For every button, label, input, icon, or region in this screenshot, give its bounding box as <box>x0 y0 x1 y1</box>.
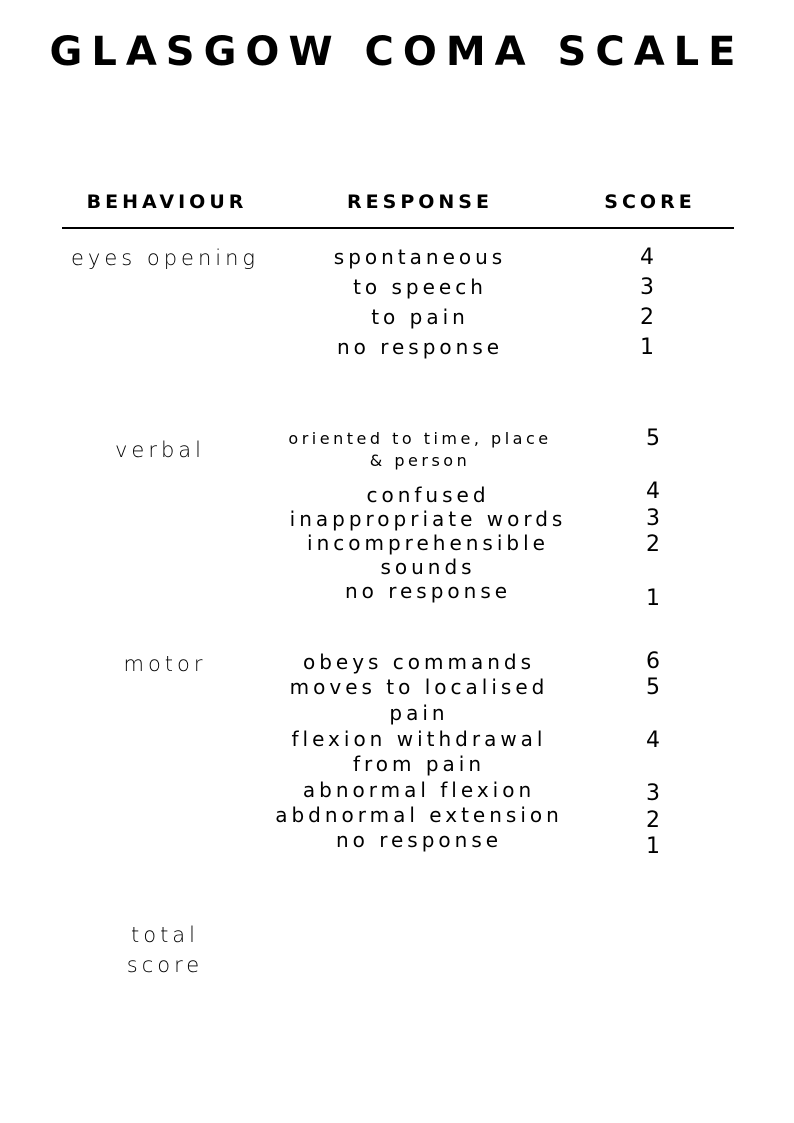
response-text: to speech <box>353 275 487 299</box>
response-text: oriented to time, place <box>288 429 552 448</box>
score-value: 5 <box>646 426 660 451</box>
behaviour-motor: motor <box>123 652 207 676</box>
score-value: 4 <box>646 479 660 504</box>
response-text: spontaneous <box>333 245 507 269</box>
score-value: 1 <box>646 834 660 859</box>
header-behaviour: BEHAVIOUR <box>86 191 248 213</box>
score-value: 2 <box>646 808 660 833</box>
score-value: 2 <box>640 305 654 330</box>
header-score: SCORE <box>604 191 696 213</box>
response-text: & person <box>369 451 471 470</box>
score-value: 1 <box>640 335 654 360</box>
response-text: flexion withdrawal <box>291 727 547 751</box>
header-divider <box>62 227 734 229</box>
response-text: no response <box>335 828 503 852</box>
total-score-label: score <box>126 953 204 977</box>
response-text: inappropriate words <box>289 507 567 531</box>
response-text: abdnormal extension <box>275 803 563 827</box>
score-value: 3 <box>646 781 660 806</box>
score-value: 2 <box>646 532 660 557</box>
response-text: pain <box>389 701 449 725</box>
behaviour-eyes-opening: eyes opening <box>70 246 260 270</box>
page-title: GLASGOW COMA SCALE <box>49 29 745 75</box>
response-text: abnormal flexion <box>302 778 536 802</box>
response-text: sounds <box>380 555 476 579</box>
response-text: from pain <box>352 752 486 776</box>
response-text: no response <box>336 335 504 359</box>
total-score-label: total <box>130 923 200 947</box>
score-value: 5 <box>646 675 660 700</box>
header-response: RESPONSE <box>347 191 493 213</box>
score-value: 1 <box>646 586 660 611</box>
score-value: 6 <box>646 649 660 674</box>
score-value: 3 <box>646 506 660 531</box>
response-text: no response <box>344 579 512 603</box>
response-text: confused <box>366 483 490 507</box>
score-value: 4 <box>640 245 654 270</box>
response-text: obeys commands <box>302 650 536 674</box>
behaviour-verbal: verbal <box>114 438 205 462</box>
response-text: incomprehensible <box>307 531 549 555</box>
score-value: 4 <box>646 728 660 753</box>
response-text: moves to localised <box>289 675 549 699</box>
response-text: to pain <box>371 305 469 329</box>
score-value: 3 <box>640 275 654 300</box>
